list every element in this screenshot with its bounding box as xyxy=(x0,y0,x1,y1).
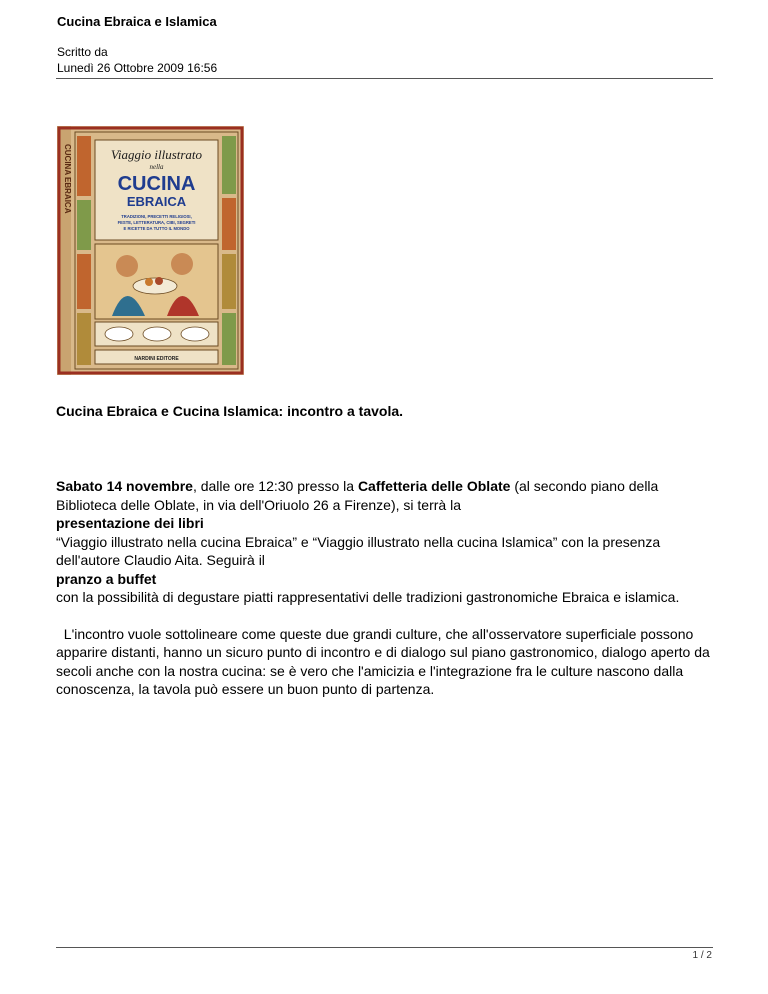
article-subtitle: Cucina Ebraica e Cucina Islamica: incontro a tavola. xyxy=(56,403,404,419)
event-text-4: con la possibilità di degustare piatti rappresentativi delle tradizioni gastronomiche Ebraica e islamica. xyxy=(56,589,680,605)
cover-title-line-4: EBRAICA xyxy=(126,194,187,209)
book-cover-image xyxy=(57,126,244,375)
cover-title-line-3: CUCINA xyxy=(117,173,196,195)
intro-paragraph: L'incontro vuole sottolineare come queste due grandi culture, che all'osservatore superficiale possono apparire distanti, hanno un sicuro punto di incontro e di dialogo sul piano gastronomico, dialogo aperto da secoli anche con la nostra cucina: se è vero che l'amicizia e l'integrazione fra le culture nascono dalla conoscenza, la tavola può essere un buon punto di partenza. xyxy=(56,625,714,697)
cover-tagline-3: E RICETTE DA TUTTO IL MONDO xyxy=(123,226,190,231)
cover-spine-text: CUCINA EBRAICA xyxy=(63,144,72,214)
cover-title-line-2: nella xyxy=(149,163,164,171)
cover-publisher: NARDINI EDITORE xyxy=(134,356,179,362)
book-presentation-label: presentazione dei libri xyxy=(56,515,204,531)
event-text-2: (al secondo piano della Biblioteca delle Oblate, in via dell'Oriuolo 26 a Firenze), si terrà la xyxy=(56,478,659,513)
event-date: Sabato 14 novembre xyxy=(56,478,193,494)
event-venue: Caffetteria delle Oblate xyxy=(357,478,511,494)
footer-divider xyxy=(56,947,713,948)
publish-date: Lunedì 26 Ottobre 2009 16:56 xyxy=(57,61,218,75)
article-body xyxy=(56,477,716,699)
document-title: Cucina Ebraica e Islamica xyxy=(57,14,217,29)
page-number: 1 / 2 xyxy=(692,950,712,961)
buffet-label: pranzo a buffet xyxy=(56,570,157,587)
event-text-3: “Viaggio illustrato nella cucina Ebraica” e “Viaggio illustrato nella cucina Islamica” con la presenza dell'autore Claudio Aita. Seguirà il xyxy=(56,533,661,568)
cover-tagline-1: TRADIZIONI, PRECETTI RELIGIOSI, xyxy=(121,214,192,219)
header-divider xyxy=(56,78,713,79)
event-text-1: , dalle ore 12:30 presso la xyxy=(192,478,358,494)
article-meta xyxy=(57,44,217,76)
cover-tagline-2: FESTE, LETTERATURA, CIBI, SEGRETI xyxy=(117,220,196,225)
author-label: Scritto da xyxy=(57,45,108,59)
event-paragraph xyxy=(56,477,716,607)
cover-title-line-1: Viaggio illustrato xyxy=(110,147,203,162)
